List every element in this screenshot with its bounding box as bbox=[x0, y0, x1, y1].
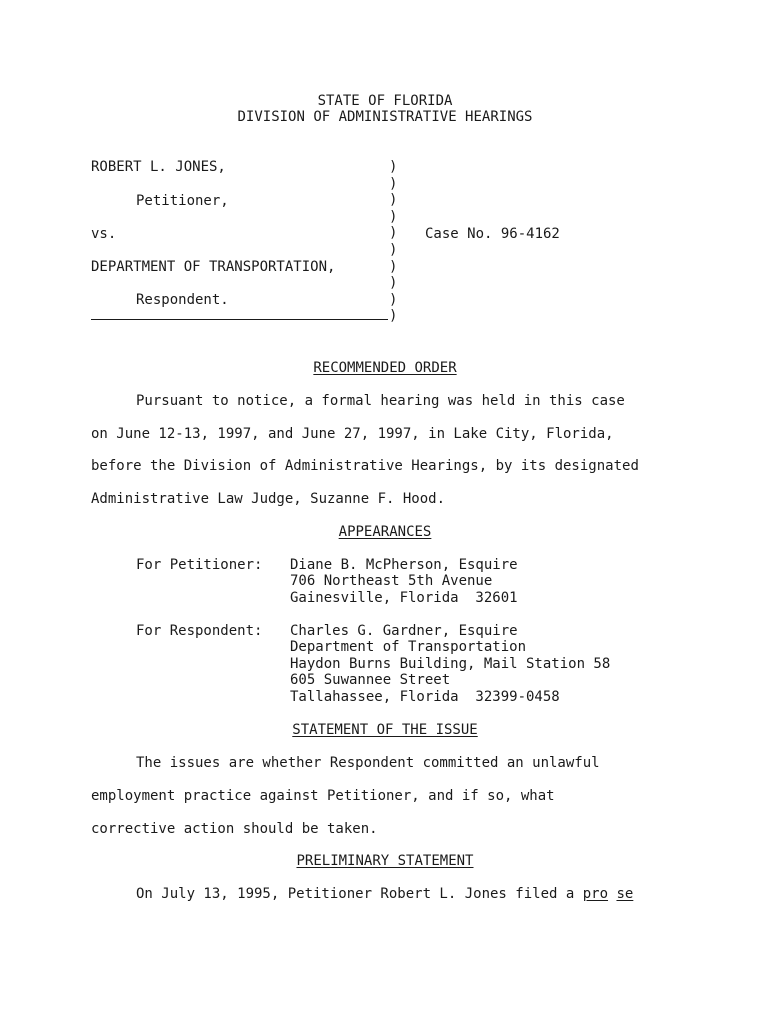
paragraph-line: before the Division of Administrative Hearings, by its designated bbox=[91, 458, 639, 474]
caption-paren: ) bbox=[389, 159, 398, 175]
respondent-counsel-line: Department of Transportation bbox=[290, 639, 527, 655]
paragraph-line: Pursuant to notice, a formal hearing was held in this case bbox=[136, 393, 625, 409]
respondent-name: DEPARTMENT OF TRANSPORTATION, bbox=[91, 259, 336, 275]
respondent-counsel-line: Haydon Burns Building, Mail Station 58 bbox=[290, 656, 611, 672]
petitioner-counsel-line: 706 Northeast 5th Avenue bbox=[290, 573, 493, 589]
latin-term-pro: pro bbox=[582, 886, 609, 902]
caption-paren: ) bbox=[389, 308, 398, 325]
caption-paren: ) bbox=[389, 241, 398, 258]
versus-label: vs. bbox=[91, 226, 117, 242]
heading-text: APPEARANCES bbox=[338, 524, 432, 540]
case-number: Case No. 96-4162 bbox=[425, 226, 560, 242]
caption-paren: ) bbox=[389, 258, 398, 275]
respondent-counsel-line: Charles G. Gardner, Esquire bbox=[290, 623, 518, 639]
header-division: DIVISION OF ADMINISTRATIVE HEARINGS bbox=[237, 109, 533, 125]
respondent-counsel-line: 605 Suwannee Street bbox=[290, 672, 451, 688]
paragraph-line: employment practice against Petitioner, and if so, what bbox=[91, 788, 555, 804]
petitioner-counsel-line: Diane B. McPherson, Esquire bbox=[290, 557, 518, 573]
header-state: STATE OF FLORIDA bbox=[317, 93, 453, 109]
caption-paren: ) bbox=[389, 192, 398, 209]
respondent-counsel-line: Tallahassee, Florida 32399-0458 bbox=[290, 689, 560, 705]
caption-paren: ) bbox=[389, 291, 398, 308]
caption-paren: ) bbox=[389, 208, 398, 225]
heading-text: RECOMMENDED ORDER bbox=[313, 360, 457, 376]
caption-paren: ) bbox=[389, 225, 398, 242]
section-heading-preliminary bbox=[0, 853, 770, 869]
section-heading-recommended-order bbox=[0, 360, 770, 376]
petitioner-role: Petitioner, bbox=[136, 193, 229, 209]
petitioner-counsel-line: Gainesville, Florida 32601 bbox=[290, 590, 518, 606]
latin-term-se: se bbox=[616, 886, 634, 902]
heading-text: STATEMENT OF THE ISSUE bbox=[292, 722, 478, 738]
paragraph-text: On July 13, 1995, Petitioner Robert L. Jones filed a bbox=[136, 886, 583, 902]
petitioner-counsel-label: For Petitioner: bbox=[136, 557, 263, 573]
paragraph-line: The issues are whether Respondent committed an unlawful bbox=[136, 755, 600, 771]
caption-parentheses bbox=[389, 159, 399, 325]
respondent-role: Respondent. bbox=[136, 292, 229, 308]
petitioner-name: ROBERT L. JONES, bbox=[91, 159, 226, 175]
paragraph-line: corrective action should be taken. bbox=[91, 821, 378, 837]
caption-paren: ) bbox=[389, 275, 398, 292]
caption-paren: ) bbox=[389, 175, 398, 192]
respondent-counsel-label: For Respondent: bbox=[136, 623, 263, 639]
section-heading-issue bbox=[0, 722, 770, 738]
section-heading-appearances bbox=[0, 524, 770, 540]
caption-rule bbox=[91, 319, 388, 320]
paragraph-line: on June 12-13, 1997, and June 27, 1997, in Lake City, Florida, bbox=[91, 426, 614, 442]
paragraph-line: Administrative Law Judge, Suzanne F. Hood. bbox=[91, 491, 446, 507]
heading-text: PRELIMINARY STATEMENT bbox=[296, 853, 474, 869]
paragraph-line bbox=[136, 886, 633, 902]
